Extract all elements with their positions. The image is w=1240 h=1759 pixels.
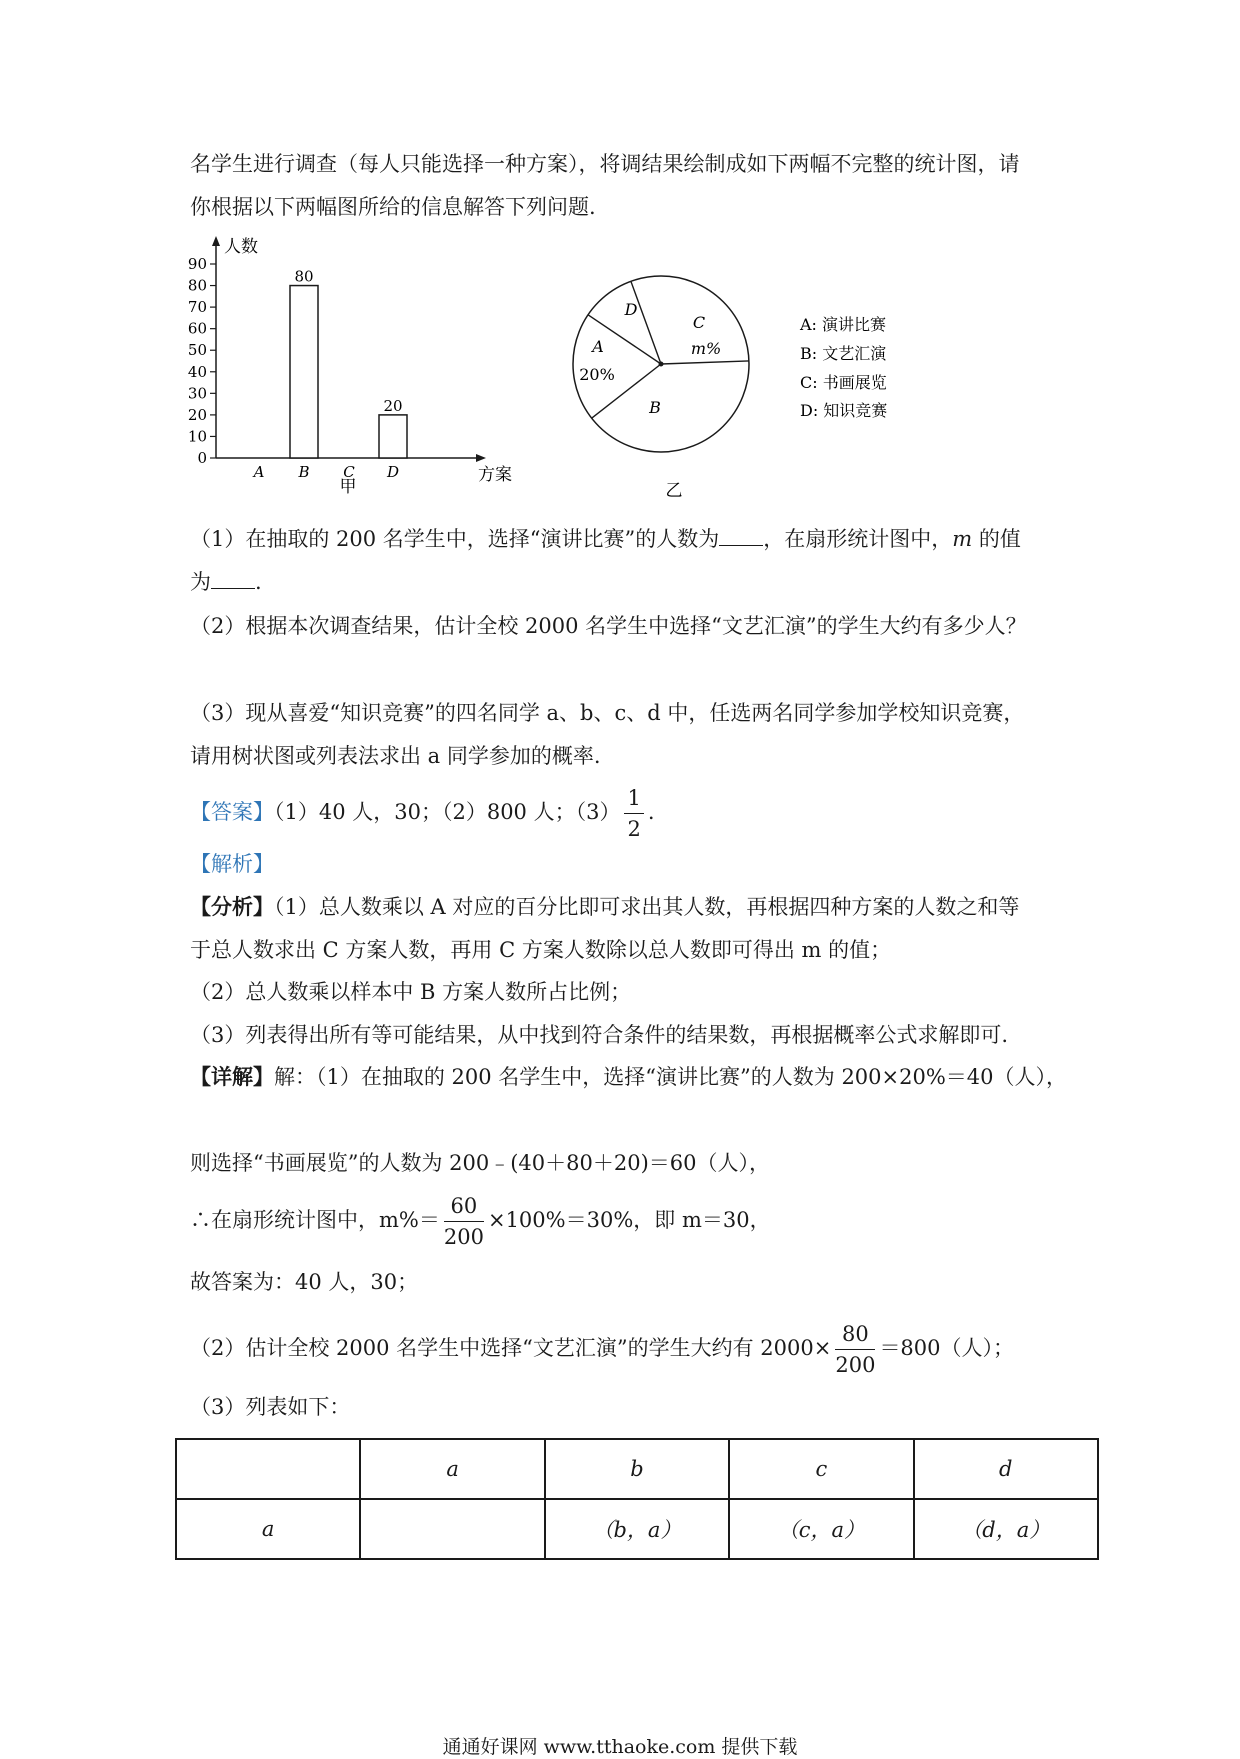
line-calc-c: 则选择“书画展览”的人数为 200﹣(40＋80＋20)＝60（人）， (190, 1151, 771, 1175)
line-answer: 故答案为：40 人，30； (190, 1270, 419, 1294)
table-header-cell: c (729, 1439, 913, 1499)
pie-chart (573, 276, 888, 501)
table-cell: （d，a） (914, 1499, 1098, 1559)
fenxi-line-4: （3）列表得出所有等可能结果，从中找到符合条件的结果数，再根据概率公式求解即可. (190, 1023, 1009, 1047)
bar-y-tick-label: 70 (187, 298, 207, 317)
answer-frac-den: 2 (627, 817, 641, 841)
bar-y-tick-label: 20 (187, 405, 207, 424)
line-m-pre: ∴在扇形统计图中，m%＝ (190, 1208, 440, 1232)
question-1-line-1 (190, 525, 1021, 553)
bar-y-tick-label: 60 (187, 319, 207, 338)
table-header-cell: a (360, 1439, 544, 1499)
bar-caption: 甲 (339, 477, 357, 497)
answer-fraction (624, 784, 643, 843)
intro-line-1: 名学生进行调查（每人只能选择一种方案），将调结果绘制成如下两幅不完整的统计图，请 (190, 152, 1020, 176)
question-1-end: . (255, 570, 262, 594)
pie-slice-label-A: 20% (579, 365, 615, 384)
line-q2-num: 80 (835, 1320, 875, 1350)
pie-legend-B: B: 文艺汇演 (800, 344, 887, 363)
bar-y-tick-label: 50 (187, 341, 207, 360)
question-1-text-c: 的值 (978, 527, 1021, 551)
bar-D (379, 415, 407, 458)
bar-x-axis-arrow (476, 454, 486, 462)
intro-line-2: 你根据以下两幅图所给的信息解答下列问题. (190, 195, 596, 219)
line-m-post: ×100%＝30%，即 m＝30， (487, 1208, 771, 1232)
xiangjie-tag: 【详解】 (190, 1064, 274, 1089)
pie-legend-D: D: 知识竞赛 (800, 401, 888, 420)
line-m-fraction (444, 1192, 484, 1251)
fenxi-tag: 【分析】 (190, 894, 274, 919)
bar-y-tick-label: 10 (187, 427, 207, 446)
question-1-blank-2 (211, 568, 255, 589)
bar-category-label: A (253, 463, 265, 481)
fenxi-line-3: （2）总人数乘以样本中 B 方案人数所占比例； (190, 980, 632, 1004)
bar-ylabel: 人数 (224, 237, 258, 257)
line-m-num: 60 (444, 1192, 484, 1222)
xiangjie-line-1 (190, 1063, 1067, 1091)
line-q2-post: ＝800（人）； (879, 1336, 1015, 1360)
question-1-m: m (952, 527, 973, 551)
bar-category-label: B (298, 463, 310, 481)
pie-center-dot (659, 362, 664, 367)
bar-y-tick-label: 80 (187, 276, 207, 295)
pie-label-C: C (692, 313, 706, 332)
bar-y-axis-arrow (212, 236, 220, 246)
bar-data-label: 20 (383, 396, 403, 415)
pie-legend-C: C: 书画展览 (800, 373, 887, 392)
answer-tag: 【答案】 (190, 800, 274, 824)
bar-y-tick-label: 0 (197, 449, 207, 467)
table-header-cell: d (914, 1439, 1098, 1499)
fenxi-line-1 (190, 893, 1019, 921)
pie-caption: 乙 (665, 481, 683, 501)
footer-credit: 通通好课网 www.tthaoke.com 提供下载 (442, 1736, 798, 1758)
table-header-cell: b (545, 1439, 729, 1499)
table-header-row (176, 1439, 1098, 1499)
bar-B (290, 286, 318, 458)
table-cell (360, 1499, 544, 1559)
pie-label-B: B (649, 398, 661, 417)
charts-figure (0, 230, 1240, 510)
question-1-text-d: 为 (190, 570, 211, 594)
bar-y-tick-label: 90 (187, 255, 207, 273)
table-cell: a (176, 1499, 360, 1559)
pie-slice-label-C: m% (690, 339, 722, 358)
line-q2-den: 200 (835, 1353, 876, 1377)
line-q2-pre: （2）估计全校 2000 名学生中选择“文艺汇演”的学生大约有 2000× (190, 1336, 832, 1360)
bar-category-label: C (343, 463, 355, 481)
question-1-text-a: （1）在抽取的 200 名学生中，选择“演讲比赛”的人数为 (190, 527, 720, 551)
answer-end: . (647, 800, 655, 824)
question-2: （2）根据本次调查结果，估计全校 2000 名学生中选择“文艺汇演”的学生大约有多少人？ (190, 614, 1027, 638)
answer-frac-num: 1 (624, 784, 643, 814)
outcome-table (175, 1438, 1099, 1560)
bar-y-tick-label: 40 (187, 362, 207, 381)
line-q2-calc (190, 1320, 1014, 1379)
question-3-line-1: （3）现从喜爱“知识竞赛”的四名同学 a、b、c、d 中，任选两名同学参加学校知识竞赛， (190, 701, 1025, 725)
question-1-text-b: ，在扇形统计图中， (763, 527, 953, 551)
bar-chart (188, 236, 512, 497)
line-q3-table-intro: （3）列表如下： (190, 1395, 351, 1419)
analysis-tag: 【解析】 (190, 852, 274, 876)
pie-label-A: A (592, 337, 604, 356)
question-1-line-2 (190, 568, 262, 596)
bar-xlabel: 方案 (478, 465, 512, 485)
table-header-cell (176, 1439, 360, 1499)
line-m-den: 200 (443, 1225, 484, 1249)
pie-label-D: D (624, 300, 638, 319)
fenxi-text-1: （1）总人数乘以 A 对应的百分比即可求出其人数，再根据四种方案的人数之和等 (274, 895, 1020, 919)
answer-line (190, 784, 655, 843)
table-cell: （c，a） (729, 1499, 913, 1559)
fenxi-line-2: 于总人数求出 C 方案人数，再用 C 方案人数除以总人数即可得出 m 的值； (190, 938, 892, 962)
line-calc-m (190, 1192, 771, 1251)
question-1-blank-1 (719, 525, 763, 546)
table-row (176, 1499, 1098, 1559)
table-cell: （b，a） (545, 1499, 729, 1559)
bar-data-label: 80 (294, 267, 314, 286)
answer-text: （1）40 人，30；（2）800 人；（3） (274, 800, 621, 824)
bar-y-tick-label: 30 (187, 384, 207, 403)
question-3-line-2: 请用树状图或列表法求出 a 同学参加的概率. (190, 744, 601, 768)
pie-legend-A: A: 演讲比赛 (800, 315, 887, 334)
bar-category-label: D (386, 463, 400, 481)
xiangjie-text-1: 解：（1）在抽取的 200 名学生中，选择“演讲比赛”的人数为 200×20%＝40（人）， (274, 1065, 1068, 1089)
line-q2-fraction (835, 1320, 875, 1379)
